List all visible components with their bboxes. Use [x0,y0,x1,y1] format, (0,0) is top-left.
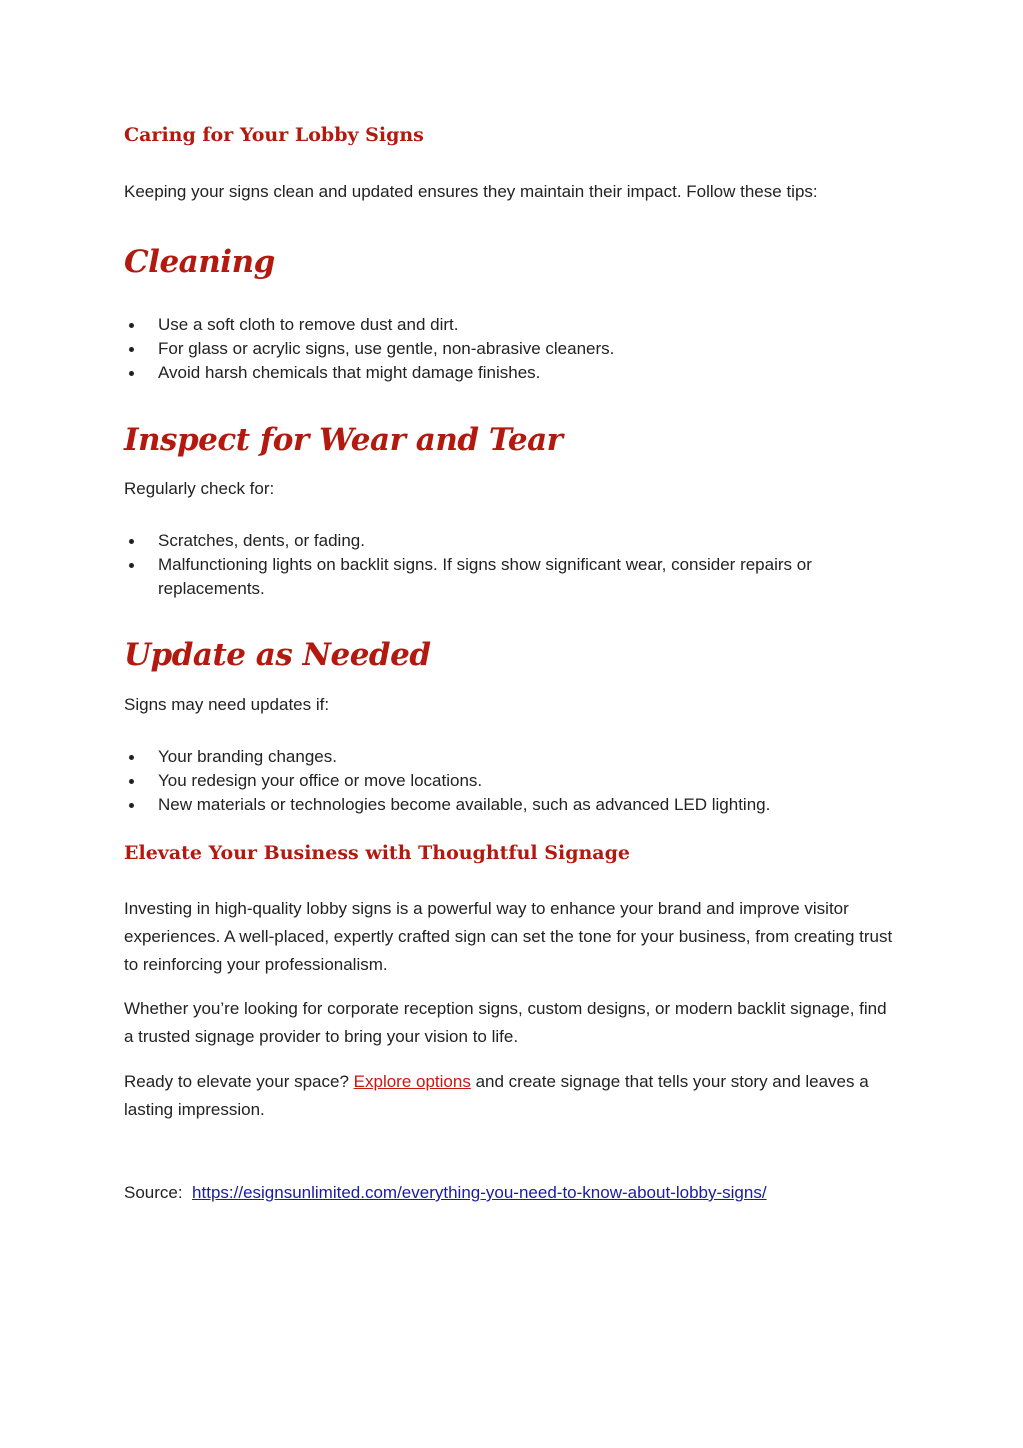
source-url-link[interactable]: https://esignsunlimited.com/everything-you-need-to-know-about-lobby-signs/ [192,1183,767,1202]
list-item [124,313,884,337]
paragraph-text: Ready to elevate your space? [124,1072,354,1091]
source-line [124,1181,767,1205]
section-heading-caring: Caring for Your Lobby Signs [124,124,424,146]
list-item [124,361,884,385]
bullet-icon [129,755,134,760]
list-item-text: Use a soft cloth to remove dust and dirt. [158,315,459,334]
list-item-text: Avoid harsh chemicals that might damage finishes. [158,363,541,382]
elevate-paragraph-2: Whether you’re looking for corporate reception signs, custom designs, or modern backlit signage, find a trusted signage provider to bring your vision to life. [124,999,887,1046]
bullet-icon [129,371,134,376]
inspect-lead: Regularly check for: [124,479,275,498]
bullet-icon [129,803,134,808]
source-label: Source: [124,1183,183,1202]
list-item-text: Scratches, dents, or fading. [158,531,365,550]
update-list [124,745,884,817]
list-item [124,793,884,817]
inspect-list [124,529,884,601]
intro-text: Keeping your signs clean and updated ensures they maintain their impact. Follow these tips: [124,182,818,201]
list-item-text: New materials or technologies become available, such as advanced LED lighting. [158,795,771,814]
bullet-icon [129,347,134,352]
list-item-text: You redesign your office or move locations. [158,771,483,790]
bullet-icon [129,563,134,568]
list-item [124,337,884,361]
list-item [124,745,884,769]
list-item-text: For glass or acrylic signs, use gentle, non-abrasive cleaners. [158,339,615,358]
elevate-paragraph-1: Investing in high-quality lobby signs is a powerful way to enhance your brand and improve visitor experiences. A well-placed, expertly crafted sign can set the tone for your business, from creating trust to reinforcing your professionalism. [124,899,893,974]
update-lead: Signs may need updates if: [124,695,330,714]
section-heading-update: Update as Needed [124,637,431,673]
paragraph-text: and create signage that tells your story and leaves a lasting impression. [124,1072,869,1119]
list-item-text: Your branding changes. [158,747,337,766]
list-item [124,769,884,793]
section-heading-cleaning: Cleaning [124,244,275,280]
elevate-paragraph-3 [124,1068,899,1124]
bullet-icon [129,779,134,784]
list-item [124,529,884,553]
bullet-icon [129,539,134,544]
explore-options-link[interactable]: Explore options [353,1072,471,1091]
list-item [124,553,884,601]
bullet-icon [129,323,134,328]
list-item-text: Malfunctioning lights on backlit signs. If signs show significant wear, consider repairs or replacements. [158,555,812,598]
section-heading-inspect: Inspect for Wear and Tear [124,422,563,458]
section-heading-elevate: Elevate Your Business with Thoughtful Signage [124,842,630,864]
cleaning-list [124,313,884,385]
